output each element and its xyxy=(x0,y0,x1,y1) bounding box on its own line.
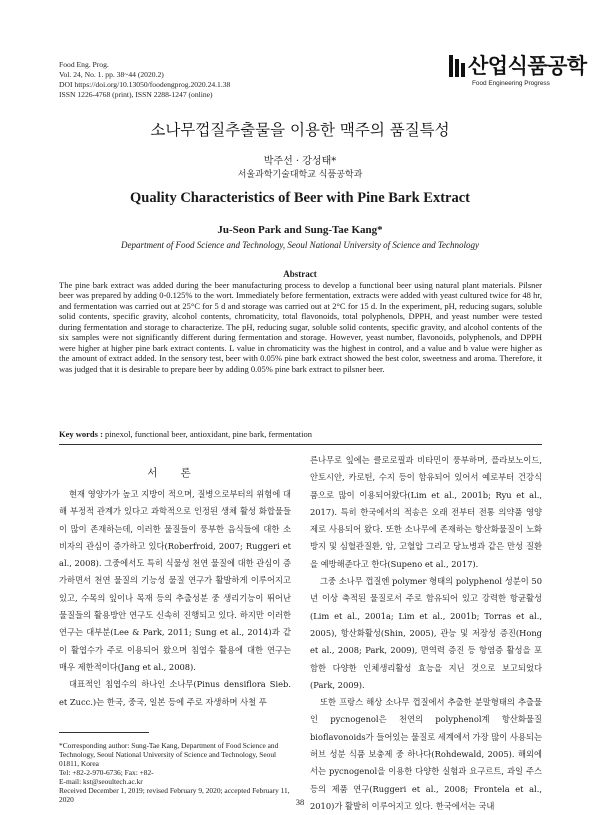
body-column-right xyxy=(310,452,542,815)
journal-line: Vol. 24, No. 1. pp. 38~44 (2020.2) xyxy=(59,70,164,79)
keywords-list: pinexol, functional beer, antioxidant, pine bark, fermentation xyxy=(105,429,312,439)
footnote-line: Tel: +82-2-970-6736; Fax: +82- xyxy=(59,768,154,777)
authors-english: Ju-Seon Park and Sung-Tae Kang* xyxy=(217,224,383,236)
logo-mark-icon xyxy=(448,54,468,78)
authors-korean: 박주선 · 강성태* xyxy=(263,156,337,167)
body-column-left xyxy=(59,486,291,711)
section-title-introduction: 서 론 xyxy=(147,467,201,479)
footnote-divider xyxy=(59,732,149,733)
section-divider xyxy=(59,444,542,445)
keywords xyxy=(59,429,312,439)
affiliation-english: Department of Food Science and Technology, Seoul National University of Science and Technology xyxy=(120,240,480,250)
journal-line: ISSN 1226-4768 (print), ISSN 2288-1247 (online) xyxy=(59,90,213,99)
paragraph: 현재 영양가가 높고 지방이 적으며, 질병으로부터의 위험에 대해 부정적 관계가 있다고 과학적으로 인정된 생체 활성 화합물들이 많이 존재하는데, 이러한 물질들이 풍부한 음식들에 대한 소비자의 관심이 증가하고 있다(Roberfroid, 2007; Ruggeri et al., 2008). 그중에서도 특히 식물성 천연 물질에 대한 관심이 증가하면서 천연 물질의 기능성 물질 연구가 활발하게 이루어지고 있고, 수목의 잎이나 목재 등의 추출성분 중 생리기능이 뛰어난 물질들의 활용방안 연구도 신속히 진행되고 있다. 하지만 이러한 연구는 대부분(Lee & Park, 2011; Sung et al., 2014)과 같이 활엽수가 주로 이용되어 왔으며 침엽수 활용에 대한 연구는 매우 제한적이다(Jang et al., 2008). xyxy=(59,489,291,672)
logo-text: 산업식품공학 xyxy=(468,54,587,78)
footnote-line: E-mail: kst@seoultech.ac.kr xyxy=(59,777,143,786)
footnote-line: Received December 1, 2019; revised February 9, 2020; accepted February 11, 2020 xyxy=(59,786,290,804)
paragraph: 른나무로 잎에는 클로로필과 비타민이 풍부하며, 플라보노이드, 안토시안, 카로틴, 수지 등이 함유되어 있어서 예로부터 건강식품으로 많이 이용되어왔다(Lim et al., 2001b; Ryu et al., 2017). 특히 한국에서의 적송은 오래 전부터 전통 의약품 영양제로 사용되어 왔다. 또한 소나무에 존재하는 항산화물질이 노화 방지 및 심혈관질환, 암, 고혈압 그리고 당뇨병과 같은 만성 질환을 예방해준다고 한다(Supeno et al., 2017). xyxy=(310,455,542,569)
journal-logo xyxy=(448,50,587,94)
journal-info xyxy=(59,60,230,100)
abstract-heading: Abstract xyxy=(283,269,317,279)
footnote-line: *Corresponding author: Sung-Tae Kang, Department of Food Science and Technology, Seoul National University of Science and Technology, Seoul 01811, Korea xyxy=(59,741,279,768)
footnote xyxy=(59,741,291,804)
journal-line: DOI https://doi.org/10.13050/foodengprog.2020.24.1.38 xyxy=(59,80,231,89)
paragraph: 또한 프랑스 해상 소나무 껍질에서 추출한 분말형태의 추출물인 pycnogenol은 천연의 polyphenol계 항산화물질 bioflavonoids가 들어있는 물질로 세계에서 가장 많이 사용되는 허브 성분 식품 보충제 중 하나다(Rohdewald, 2005). 해외에서는 pycnogenol을 이용한 다양한 실험과 요구르트, 과일 주스 등의 제품 연구(Ruggeri et al., 2008; Frontela et al., 2010)가 활발히 이루어지고 있다. 한국에서는 국내 xyxy=(310,697,542,811)
title-english: Quality Characteristics of Beer with Pine Bark Extract xyxy=(129,190,470,206)
page-number: 38 xyxy=(295,797,305,807)
paragraph: 그중 소나무 껍질엔 polymer 형태의 polyphenol 성분이 50년 이상 축적된 물질로서 주로 함유되어 있고 강력한 항균활성(Lim et al., 2001a; Lim et al., 2001b; Torras et al., 2005), 항산화활성(Shin, 2005), 관능 및 저장성 증진(Hong et al., 2008; Park, 2009), 면역력 증진 등 항염증 활성을 포함한 다양한 인체생리활성 효능을 지닌 것으로 보고되었다(Park, 2009). xyxy=(310,576,542,690)
paragraph: 대표적인 침엽수의 하나인 소나무(Pinus densiflora Sieb. et Zucc.)는 한국, 중국, 일본 등에 주로 자생하며 사철 푸 xyxy=(59,679,291,707)
logo-subtitle: Food Engineering Progress xyxy=(472,80,550,87)
affiliation-korean: 서울과학기술대학교 식품공학과 xyxy=(237,170,363,180)
keywords-label: Key words : xyxy=(59,429,103,439)
abstract-text: The pine bark extract was added during the beer manufacturing process to develop a functional beer using natural plant materials. Pilsner beer was prepared by adding 0-0.125% to the wort. Immediately before fermentation, extracts were added with yeast cultured twice for 48 hr, and fermentation was carried out at 25°C for 5 d and storage was carried out at 2°C for 15 d. In the experiment, pH, reducing sugars, soluble solid contents, specific gravity, alcohol contents, chromaticity, total flavonoids, total polyphenols, DPPH, and yeast number were tested during fermentation and storage to characterize. The pH, reducing sugar, soluble solid contents, specific gravity, and alcohol contents of the six samples were not significantly different during fermentation and storage. However, yeast number, flavonoids, polyphenols, and DPPH were higher at higher pine bark extract contents. L value in chromaticity was the highest in control, and a value and b value were higher as the amount of extract added. In the sensory test, beer with 0.05% pine bark extract showed the best color, sweetness and aroma. Therefore, it was judged that it is desirable to prepare beer by adding 0.05% pine bark extract to pilsner beer. xyxy=(59,280,542,374)
title-korean: 소나무껍질추출물을 이용한 맥주의 품질특성 xyxy=(150,121,450,139)
journal-line: Food Eng. Prog. xyxy=(59,60,109,69)
